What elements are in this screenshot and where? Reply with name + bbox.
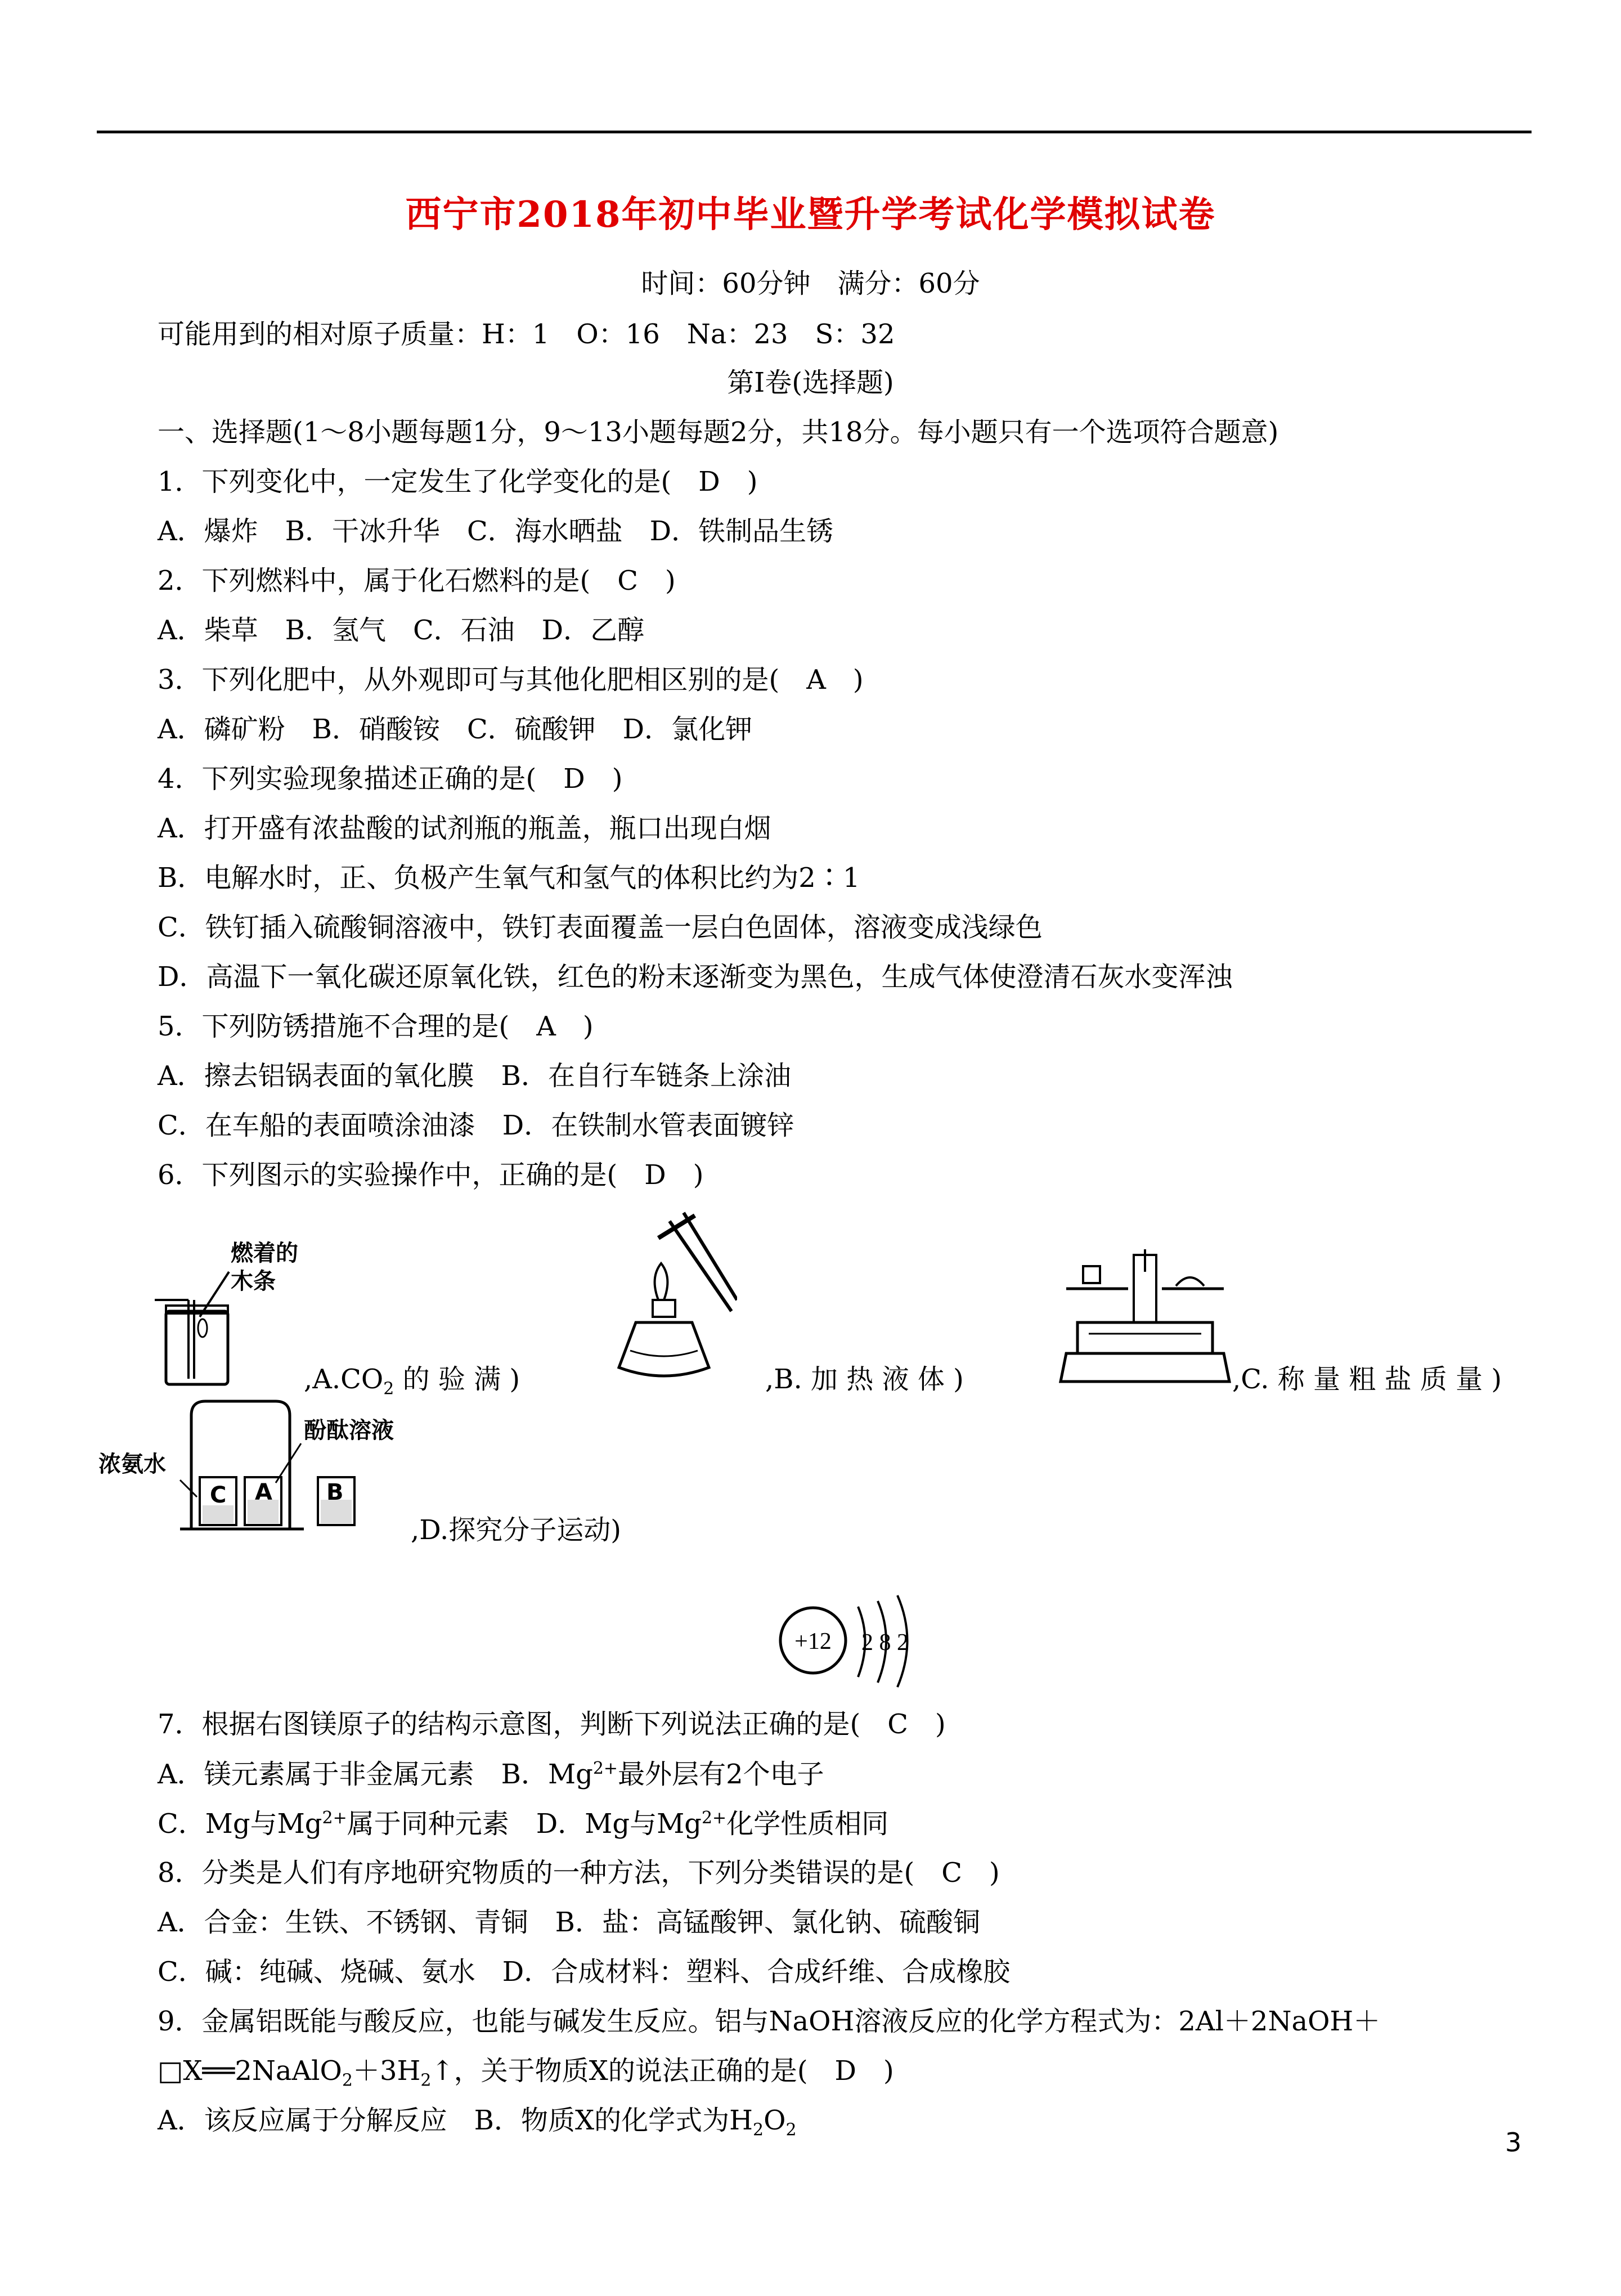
fig-a-label-1: 燃着的 — [231, 1240, 298, 1266]
q7-options-cd: C．Mg与$Mg^{2+}$属于同种元素 D．Mg与$Mg^{2+}$化学性质相同 — [158, 1808, 889, 1840]
q3-stem: 3．下列化肥中，从外观即可与其他化肥相区别的是( A ) — [158, 664, 864, 696]
q7-stem: 7．根据右图镁原子的结构示意图，判断下列说法正确的是( C ) — [158, 1708, 946, 1740]
part-title: 第Ⅰ卷(选择题) — [727, 367, 894, 398]
fig-a-label-2: 木条 — [231, 1268, 276, 1294]
beaker-b-label: B — [326, 1479, 344, 1505]
beaker-a-label: A — [255, 1479, 272, 1505]
caption-d: ,D.探究分子运动) — [411, 1514, 622, 1546]
q8-options-ab: A．合金：生铁、不锈钢、青铜 B．盐：高锰酸钾、氯化钠、硫酸铜 — [158, 1907, 980, 1938]
atom-shells: 2 8 2 — [861, 1630, 909, 1656]
q3-options: A．磷矿粉 B．硝酸铵 C．硫酸钾 D．氯化钾 — [158, 714, 753, 745]
figure-molecule-motion — [96, 1398, 422, 1545]
q4-option-d: D．高温下一氧化碳还原氧化铁，红色的粉末逐渐变为黑色，生成气体使澄清石灰水变浑浊 — [158, 961, 1233, 993]
q7-options-ab: A．镁元素属于非金属元素 B．$Mg^{2+}$最外层有2个电子 — [158, 1759, 824, 1790]
fig-d-label-left: 浓氨水 — [98, 1451, 166, 1477]
page-number: 3 — [1505, 2127, 1522, 2158]
atom-nucleus: +12 — [794, 1629, 832, 1654]
q4-option-b: B．电解水时，正、负极产生氧气和氢气的体积比约为2∶1 — [158, 862, 860, 894]
page-title: 西宁市2018年初中毕业暨升学考试化学模拟试卷 — [405, 194, 1216, 236]
q9-options-ab: A．该反应属于分解反应 B．物质X的化学式为$H_2O_2$ — [158, 2105, 797, 2140]
q9-stem-line1: 9．金属铝既能与酸反应，也能与碱发生反应。铝与NaOH溶液反应的化学方程式为：2Al＋2NaOH＋ — [158, 2006, 1381, 2037]
caption-b: ,B. 加 热 液 体 ) — [765, 1364, 964, 1395]
q8-options-cd: C．碱：纯碱、烧碱、氨水 D．合成材料：塑料、合成纤维、合成橡胶 — [158, 1956, 1011, 1988]
section-header: 一、选择题(1～8小题每题1分，9～13小题每题2分，共18分。每小题只有一个选项符合题意) — [158, 416, 1279, 448]
time-info: 时间：60分钟 满分：60分 — [641, 268, 980, 299]
q4-option-c: C．铁钉插入硫酸铜溶液中，铁钉表面覆盖一层白色固体，溶液变成浅绿色 — [158, 912, 1043, 943]
q1-stem: 1．下列变化中，一定发生了化学变化的是( D ) — [158, 466, 758, 497]
q2-stem: 2．下列燃料中，属于化石燃料的是( C ) — [158, 565, 676, 597]
figure-heating-liquid — [596, 1204, 737, 1390]
header-rule — [97, 131, 1532, 133]
figure-balance — [1055, 1249, 1235, 1390]
beaker-c-label: C — [210, 1482, 227, 1508]
caption-a: $,A.CO_2$ 的 验 满 ) — [304, 1364, 520, 1399]
q1-options: A．爆炸 B．干冰升华 C．海水晒盐 D．铁制品生锈 — [158, 515, 834, 547]
q5-options-ab: A．擦去铝锅表面的氧化膜 B．在自行车链条上涂油 — [158, 1060, 791, 1092]
q4-stem: 4．下列实验现象描述正确的是( D ) — [158, 763, 623, 795]
magnesium-atom-diagram — [774, 1593, 942, 1688]
q4-option-a: A．打开盛有浓盐酸的试剂瓶的瓶盖，瓶口出现白烟 — [158, 813, 771, 844]
q6-stem: 6．下列图示的实验操作中，正确的是( D ) — [158, 1159, 704, 1191]
caption-c: ,C. 称 量 粗 盐 质 量 ) — [1232, 1364, 1502, 1395]
q9-stem-line2: $□X══2NaAlO_2+3H_2↑$，关于物质X的说法正确的是( D ) — [158, 2055, 894, 2091]
q8-stem: 8．分类是人们有序地研究物质的一种方法，下列分类错误的是( C ) — [158, 1857, 1000, 1889]
q5-options-cd: C．在车船的表面喷涂油漆 D．在铁制水管表面镀锌 — [158, 1110, 794, 1141]
fig-d-label-right: 酚酞溶液 — [304, 1418, 394, 1443]
atomic-masses: 可能用到的相对原子质量：H：1 O：16 Na：23 S：32 — [158, 319, 895, 350]
q5-stem: 5．下列防锈措施不合理的是( A ) — [158, 1011, 594, 1042]
q2-options: A．柴草 B．氢气 C．石油 D．乙醇 — [158, 615, 645, 646]
